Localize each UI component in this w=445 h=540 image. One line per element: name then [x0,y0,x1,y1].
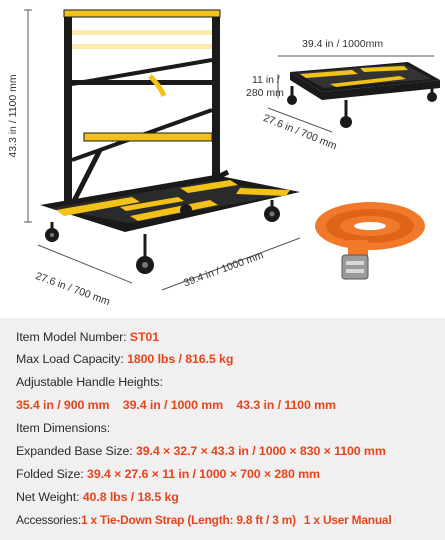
handle-label: Adjustable Handle Heights: [16,375,163,389]
accessories-value-2: 1 x User Manual [303,513,392,527]
handle-value-3: 43.3 in / 1100 mm [236,398,336,412]
model-label: Item Model Number: [16,330,127,344]
accessories-value-1: 1 x Tie-Down Strap (Length: 9.8 ft / 3 m) [81,513,296,527]
load-label: Max Load Capacity: [16,352,124,366]
spec-expanded [16,444,439,458]
expanded-label: Expanded Base Size: [16,444,133,458]
cart-main [40,10,300,274]
cart-height-label: 43.3 in / 1100 mm [7,74,19,158]
handle-value-2: 39.4 in / 1000 mm [122,398,224,412]
spec-load [16,352,439,366]
folded-width-label: 39.4 in / 1000mm [302,38,384,50]
folded-value: 39.4 × 27.6 × 11 in / 1000 × 700 × 280 mm [87,467,320,481]
expanded-value: 39.4 × 32.7 × 43.3 in / 1000 × 830 × 1100 mm [135,444,386,458]
spec-folded [16,467,439,481]
cart-depth-label: 27.6 in / 700 mm [33,270,112,309]
spec-handle-heading [16,375,439,389]
dimensions-label: Item Dimensions: [16,421,111,435]
folded-height-in-label: 11 in / [252,74,280,86]
model-value: ST01 [129,330,160,344]
spec-accessories [16,513,439,527]
weight-label: Net Weight: [16,490,80,504]
tie-down-strap [315,202,425,279]
spec-handle-values [16,398,439,412]
folded-depth-label: 27.6 in / 700 mm [261,112,339,153]
accessories-label: Accessories: [16,513,82,527]
spec-weight [16,490,439,504]
height-dimension-line [24,10,32,222]
folded-height-mm-label: 280 mm [246,87,284,99]
folded-label: Folded Size: [16,467,84,481]
handle-value-1: 35.4 in / 900 mm [16,398,110,412]
spec-dimensions-heading [16,421,439,435]
cart-width-label: 39.4 in / 1000 mm [182,249,266,290]
spec-panel [0,318,445,540]
cart-folded [268,56,440,132]
load-value: 1800 lbs / 816.5 kg [127,352,234,366]
weight-value: 40.8 lbs / 18.5 kg [82,490,179,504]
spec-model [16,330,439,344]
